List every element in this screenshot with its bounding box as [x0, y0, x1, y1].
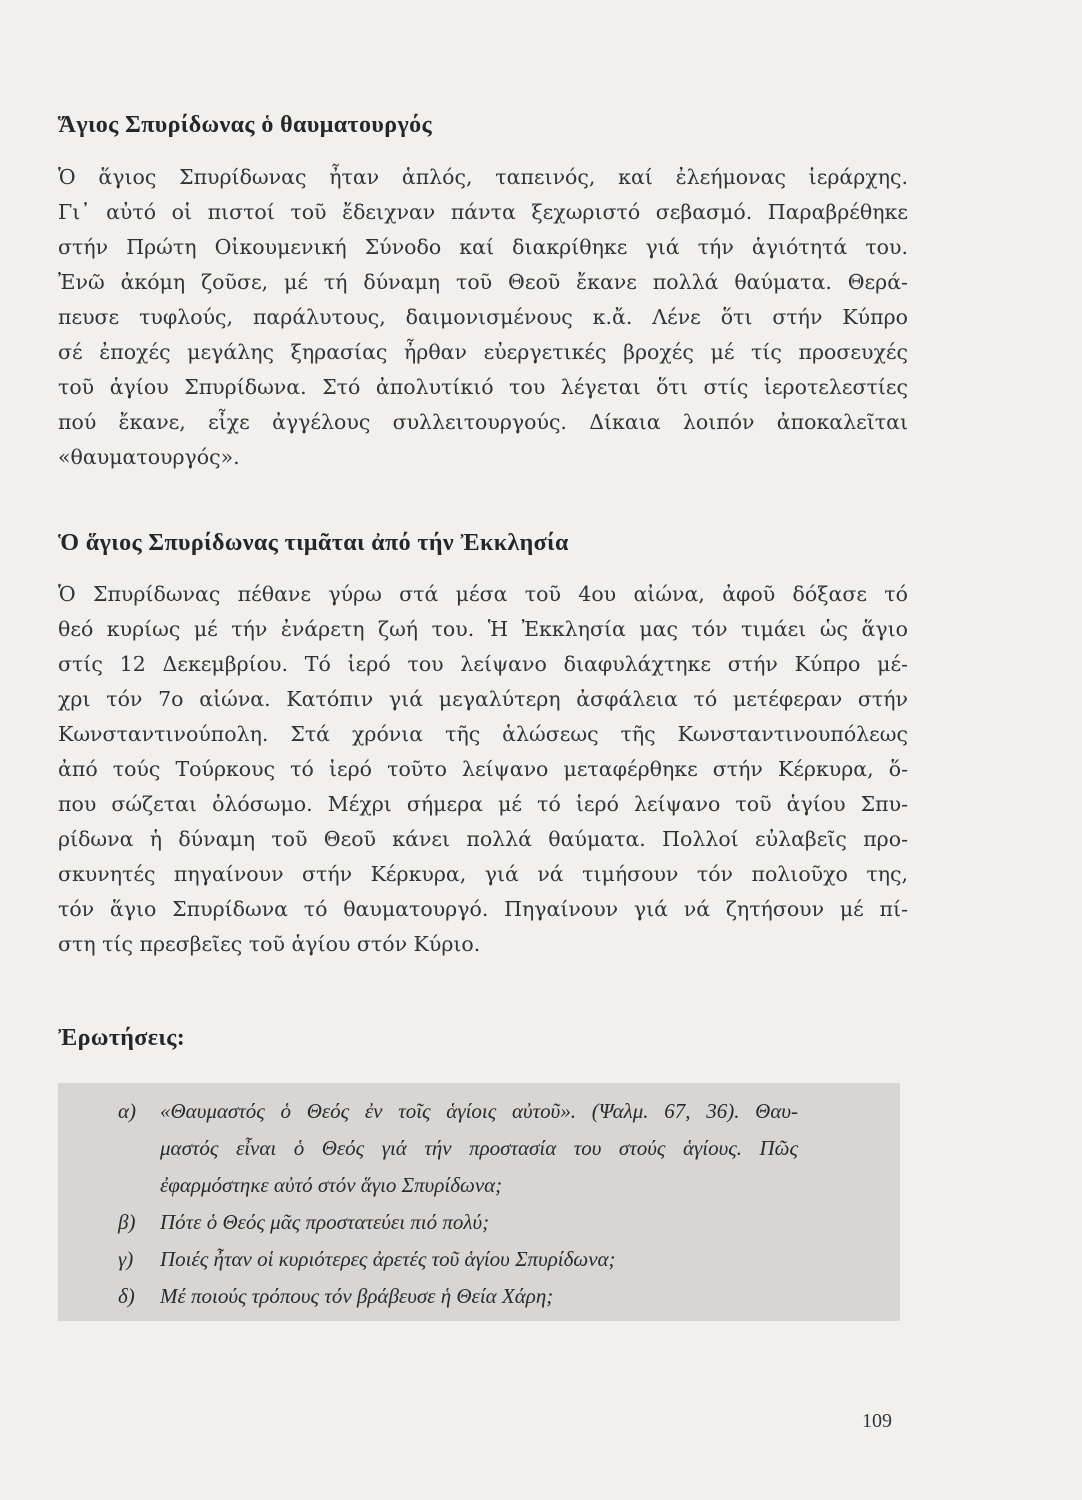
- text-line: σέ ἐποχές μεγάλης ξηρασίας ἦρθαν εὐεργετικές βροχές μέ τίς προσευχές: [58, 340, 908, 364]
- section-heading-honored-by-church: Ὁ ἅγιος Σπυρίδωνας τιμᾶται ἀπό τήν Ἐκκλησία: [58, 530, 569, 556]
- text-line: πού ἔκανε, εἶχε ἀγγέλους συλλειτουργούς. Δίκαια λοιπόν ἀποκαλεῖται: [58, 410, 908, 434]
- page-number: 109: [862, 1410, 892, 1432]
- question-item: [118, 1278, 798, 1315]
- text-line: Ὁ Σπυρίδωνας πέθανε γύρω στά μέσα τοῦ 4ου αἰώνα, ἀφοῦ δόξασε τό: [58, 582, 908, 606]
- question-line: Μέ ποιούς τρόπους τόν βράβευσε ἡ Θεία Χάρη;: [160, 1284, 554, 1308]
- section-heading-saint-spyridon-wonderworker: Ἅγιος Σπυρίδωνας ὁ θαυματουργός: [58, 112, 433, 138]
- question-line: ἐφαρμόστηκε αὐτό στόν ἅγιο Σπυρίδωνα;: [160, 1173, 503, 1197]
- text-line: ἀπό τούς Τούρκους τό ἱερό τοῦτο λείψανο μεταφέρθηκε στήν Κέρκυρα, ὅ-: [58, 757, 908, 781]
- question-marker: β): [118, 1210, 136, 1234]
- text-line: τόν ἅγιο Σπυρίδωνα τό θαυματουργό. Πηγαίνουν γιά νά ζητήσουν μέ πί-: [58, 897, 908, 921]
- questions-heading: Ἐρωτήσεις:: [58, 1025, 186, 1051]
- question-item: [118, 1204, 798, 1241]
- question-item: [118, 1093, 798, 1204]
- text-line: που σώζεται ὁλόσωμο. Μέχρι σήμερα μέ τό ἱερό λείψανο τοῦ ἁγίου Σπυ-: [58, 792, 908, 816]
- text-line: ρίδωνα ἡ δύναμη τοῦ Θεοῦ κάνει πολλά θαύματα. Πολλοί εὐλαβεῖς προ-: [58, 827, 908, 851]
- text-line: σκυνητές πηγαίνουν στήν Κέρκυρα, γιά νά τιμήσουν τόν πολιοῦχο της,: [58, 862, 908, 886]
- question-item: [118, 1241, 798, 1278]
- text-line: στήν Πρώτη Οἰκουμενική Σύνοδο καί διακρίθηκε γιά τήν ἁγιότητά του.: [58, 235, 908, 259]
- question-line: «Θαυμαστός ὁ Θεός ἐν τοῖς ἁγίοις αὐτοῦ». (Ψαλμ. 67, 36). Θαυ-: [160, 1099, 798, 1123]
- question-marker: γ): [118, 1247, 134, 1271]
- question-marker: δ): [118, 1284, 135, 1308]
- text-line: Γι᾿ αὐτό οἱ πιστοί τοῦ ἔδειχναν πάντα ξεχωριστό σεβασμό. Παραβρέθηκε: [58, 200, 908, 224]
- question-line: Ποιές ἦταν οἱ κυριότερες ἀρετές τοῦ ἁγίου Σπυρίδωνα;: [160, 1247, 616, 1271]
- text-line: στίς 12 Δεκεμβρίου. Τό ἱερό του λείψανο διαφυλάχτηκε στήν Κύπρο μέ-: [58, 652, 908, 676]
- question-marker: α): [118, 1099, 137, 1123]
- text-line: στη τίς πρεσβεῖες τοῦ ἁγίου στόν Κύριο.: [58, 932, 481, 956]
- question-line: Πότε ὁ Θεός μᾶς προστατεύει πιό πολύ;: [160, 1210, 490, 1234]
- question-line: μαστός εἶναι ὁ Θεός γιά τήν προστασία του στούς ἁγίους. Πῶς: [160, 1136, 798, 1160]
- text-line: «θαυματουργός».: [58, 445, 240, 469]
- text-line: τοῦ ἁγίου Σπυρίδωνα. Στό ἀπολυτίκιό του λέγεται ὅτι στίς ἱεροτελεστίες: [58, 375, 908, 399]
- text-line: πευσε τυφλούς, παράλυτους, δαιμονισμένους κ.ἄ. Λένε ὅτι στήν Κύπρο: [58, 305, 908, 329]
- text-line: Κωνσταντινούπολη. Στά χρόνια τῆς ἁλώσεως τῆς Κωνσταντινουπόλεως: [58, 722, 908, 746]
- paragraph-honored-by-church: [58, 577, 908, 962]
- text-line: θεό κυρίως μέ τήν ἐνάρετη ζωή του. Ἡ Ἐκκλησία μας τόν τιμάει ὡς ἅγιο: [58, 617, 908, 641]
- questions-list: [118, 1093, 798, 1315]
- text-line: Ὁ ἅγιος Σπυρίδωνας ἦταν ἁπλός, ταπεινός, καί ἐλεήμονας ἱεράρχης.: [58, 165, 908, 189]
- text-line: Ἐνῶ ἀκόμη ζοῦσε, μέ τή δύναμη τοῦ Θεοῦ ἔκανε πολλά θαύματα. Θερά-: [58, 270, 908, 294]
- paragraph-saint-spyridon: [58, 160, 908, 475]
- text-line: χρι τόν 7ο αἰώνα. Κατόπιν γιά μεγαλύτερη ἀσφάλεια τό μετέφεραν στήν: [58, 687, 908, 711]
